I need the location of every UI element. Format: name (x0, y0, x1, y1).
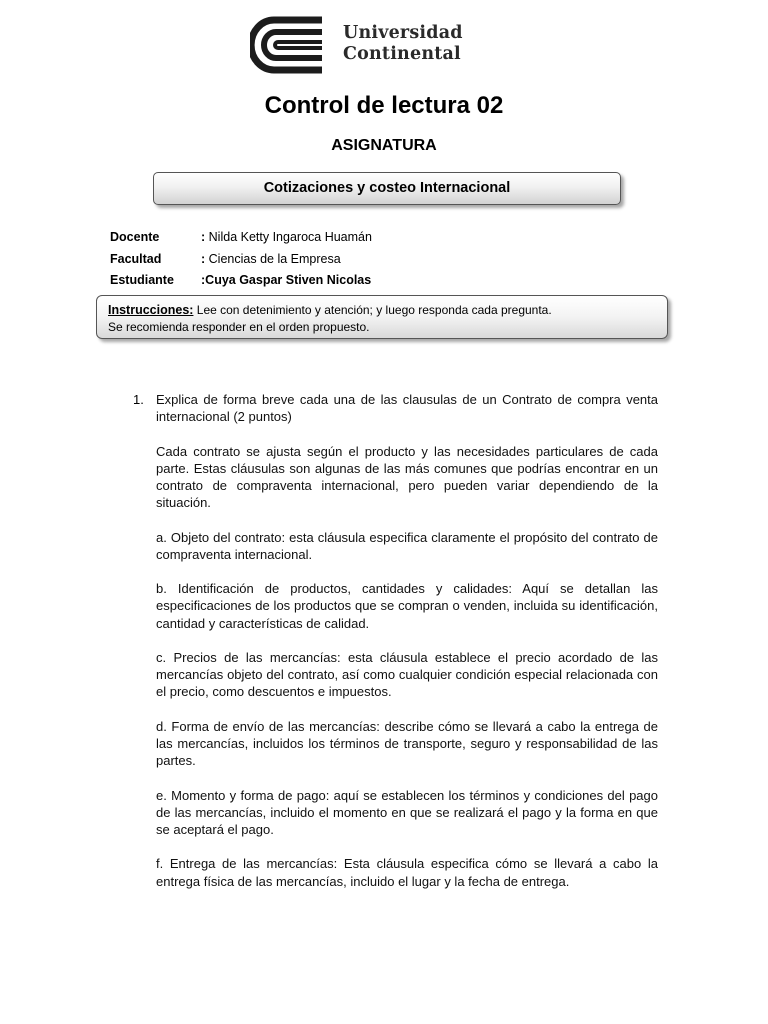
page-title: Control de lectura 02 (264, 92, 504, 119)
answer-paragraph: a. Objeto del contrato: esta cláusula especifica claramente el propósito del contrato de compraventa internacional. (156, 529, 658, 562)
answer-paragraph: b. Identificación de productos, cantidades y calidades: Aquí se detallan las especificaciones de los productos que se compran o venden, incluida su identificación, cantidad y características de calidad. (156, 581, 658, 631)
teacher-name: Nilda Ketty Ingaroca Huamán (208, 230, 372, 244)
subject-label: ASIGNATURA (331, 137, 437, 154)
teacher-value (201, 229, 372, 246)
university-name (343, 23, 483, 65)
university-name-line2: Continental (343, 44, 461, 64)
university-logo-icon (250, 16, 330, 74)
instructions-line2: Se recomienda responder en el orden propuesto. (108, 319, 370, 334)
answer-paragraph: c. Precios de las mercancías: esta cláusula establece el precio acordado de las mercancías objeto del contrato, así como cualquier condición especial relacionada con el precio, como descuentos e impuestos. (156, 649, 658, 700)
answer-paragraph: d. Forma de envío de las mercancías: describe cómo se llevará a cabo la entrega de las mercancías, incluidos los términos de transporte, seguro y responsabilidad de las partes. (156, 718, 658, 769)
instructions-label: Instrucciones: (108, 303, 194, 317)
faculty-label: Facultad (110, 251, 162, 266)
instructions-box (96, 295, 668, 339)
university-name-line1: Universidad (343, 23, 463, 43)
teacher-label: Docente (110, 230, 160, 244)
course-name-box: Cotizaciones y costeo Internacional (153, 172, 621, 205)
faculty-value (201, 251, 341, 268)
answer-paragraph: e. Momento y forma de pago: aquí se establecen los términos y condiciones del pago de las mercancías, incluido el momento en que se realizará el pago y la forma en que se aceptará el pago. (156, 787, 658, 837)
teacher-separator: : (201, 230, 206, 244)
question-prompt: Explica de forma breve cada una de las clausulas de un Contrato de compra venta internacional (2 puntos) (156, 392, 658, 425)
instructions-text1: Lee con detenimiento y atención; y luego responda cada pregunta. (193, 303, 552, 317)
faculty-separator: : (201, 251, 206, 266)
question-content (156, 391, 658, 907)
question-number: 1. (133, 392, 144, 407)
student-value: :Cuya Gaspar Stiven Nicolas (201, 273, 372, 287)
answer-paragraph: f. Entrega de las mercancías: Esta cláusula especifica cómo se llevará a cabo la entrega física de las mercancías, incluido el lugar y la fecha de entrega. (156, 856, 658, 889)
university-logo (250, 14, 476, 76)
faculty-name: Ciencias de la Empresa (208, 251, 341, 266)
student-label: Estudiante (110, 273, 174, 287)
answer-paragraph: Cada contrato se ajusta según el producto y las necesidades particulares de cada parte. Estas cláusulas son algunas de las más comunes que podrías encontrar en un contrato de compraventa internacional, pero pueden variar dependiendo de la situación. (156, 443, 658, 511)
instructions-line1 (108, 302, 552, 319)
